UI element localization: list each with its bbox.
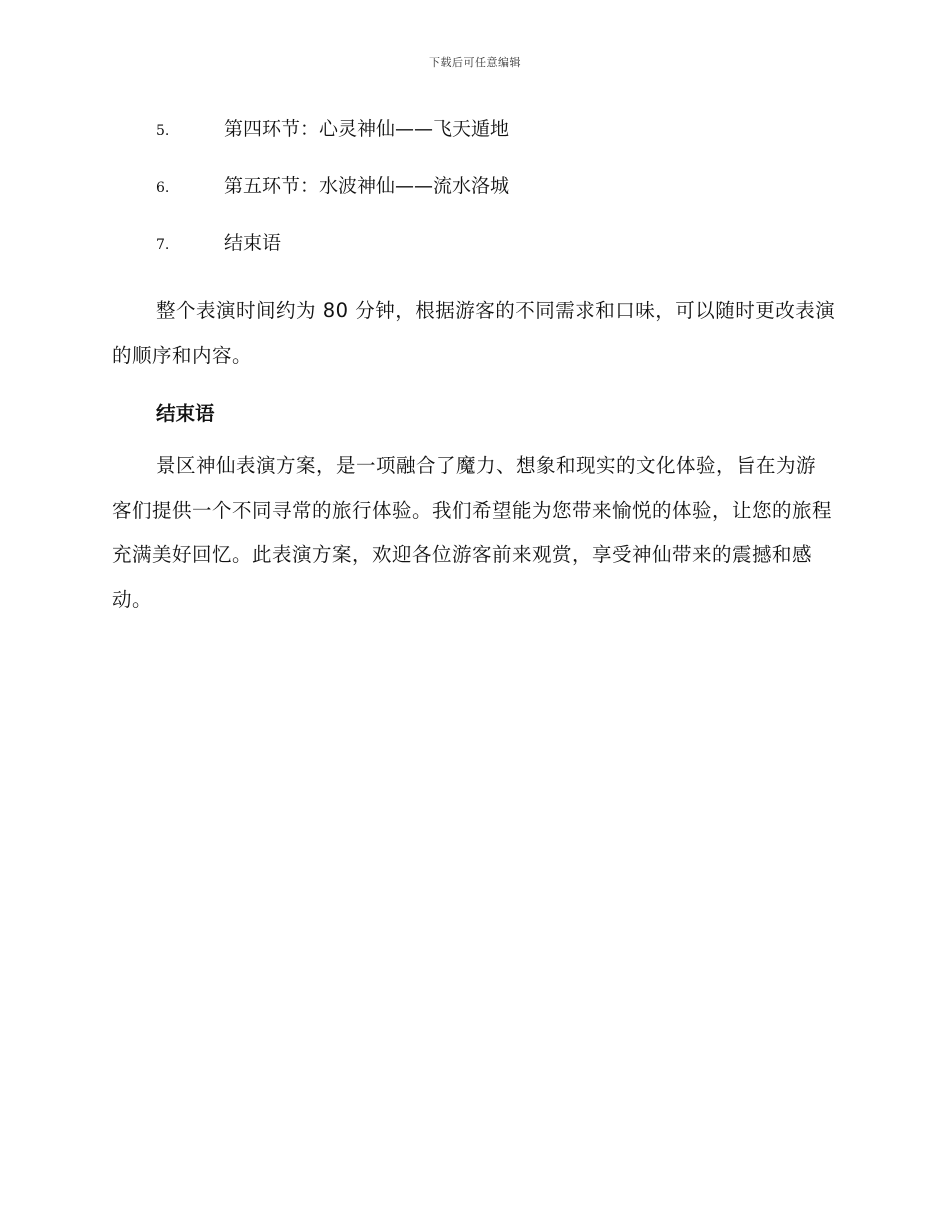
page-header: 下载后可任意编辑 (429, 56, 521, 69)
list-item (112, 226, 842, 283)
document-body (112, 112, 842, 622)
list-item-text: 第五环节：水波神仙——流水洛城 (224, 175, 510, 197)
list-item (112, 112, 842, 169)
program-list (112, 112, 842, 283)
list-item-text: 结束语 (224, 232, 282, 254)
list-item-text: 第四环节：心灵神仙——飞天遁地 (224, 118, 510, 140)
duration-paragraph: 整个表演时间约为 80 分钟，根据游客的不同需求和口味，可以随时更改表演的顺序和内容。 (112, 299, 836, 367)
section-heading: 结束语 (156, 402, 215, 425)
list-item-number: 7. (156, 237, 170, 253)
closing-paragraph: 景区神仙表演方案，是一项融合了魔力、想象和现实的文化体验，旨在为游客们提供一个不同寻常的旅行体验。我们希望能为您带来愉悦的体验，让您的旅程充满美好回忆。此表演方案，欢迎各位游客前来观赏，享受神仙带来的震撼和感动。 (112, 454, 833, 611)
list-item-number: 5. (156, 123, 170, 139)
list-item-number: 6. (156, 180, 170, 196)
list-item (112, 169, 842, 226)
